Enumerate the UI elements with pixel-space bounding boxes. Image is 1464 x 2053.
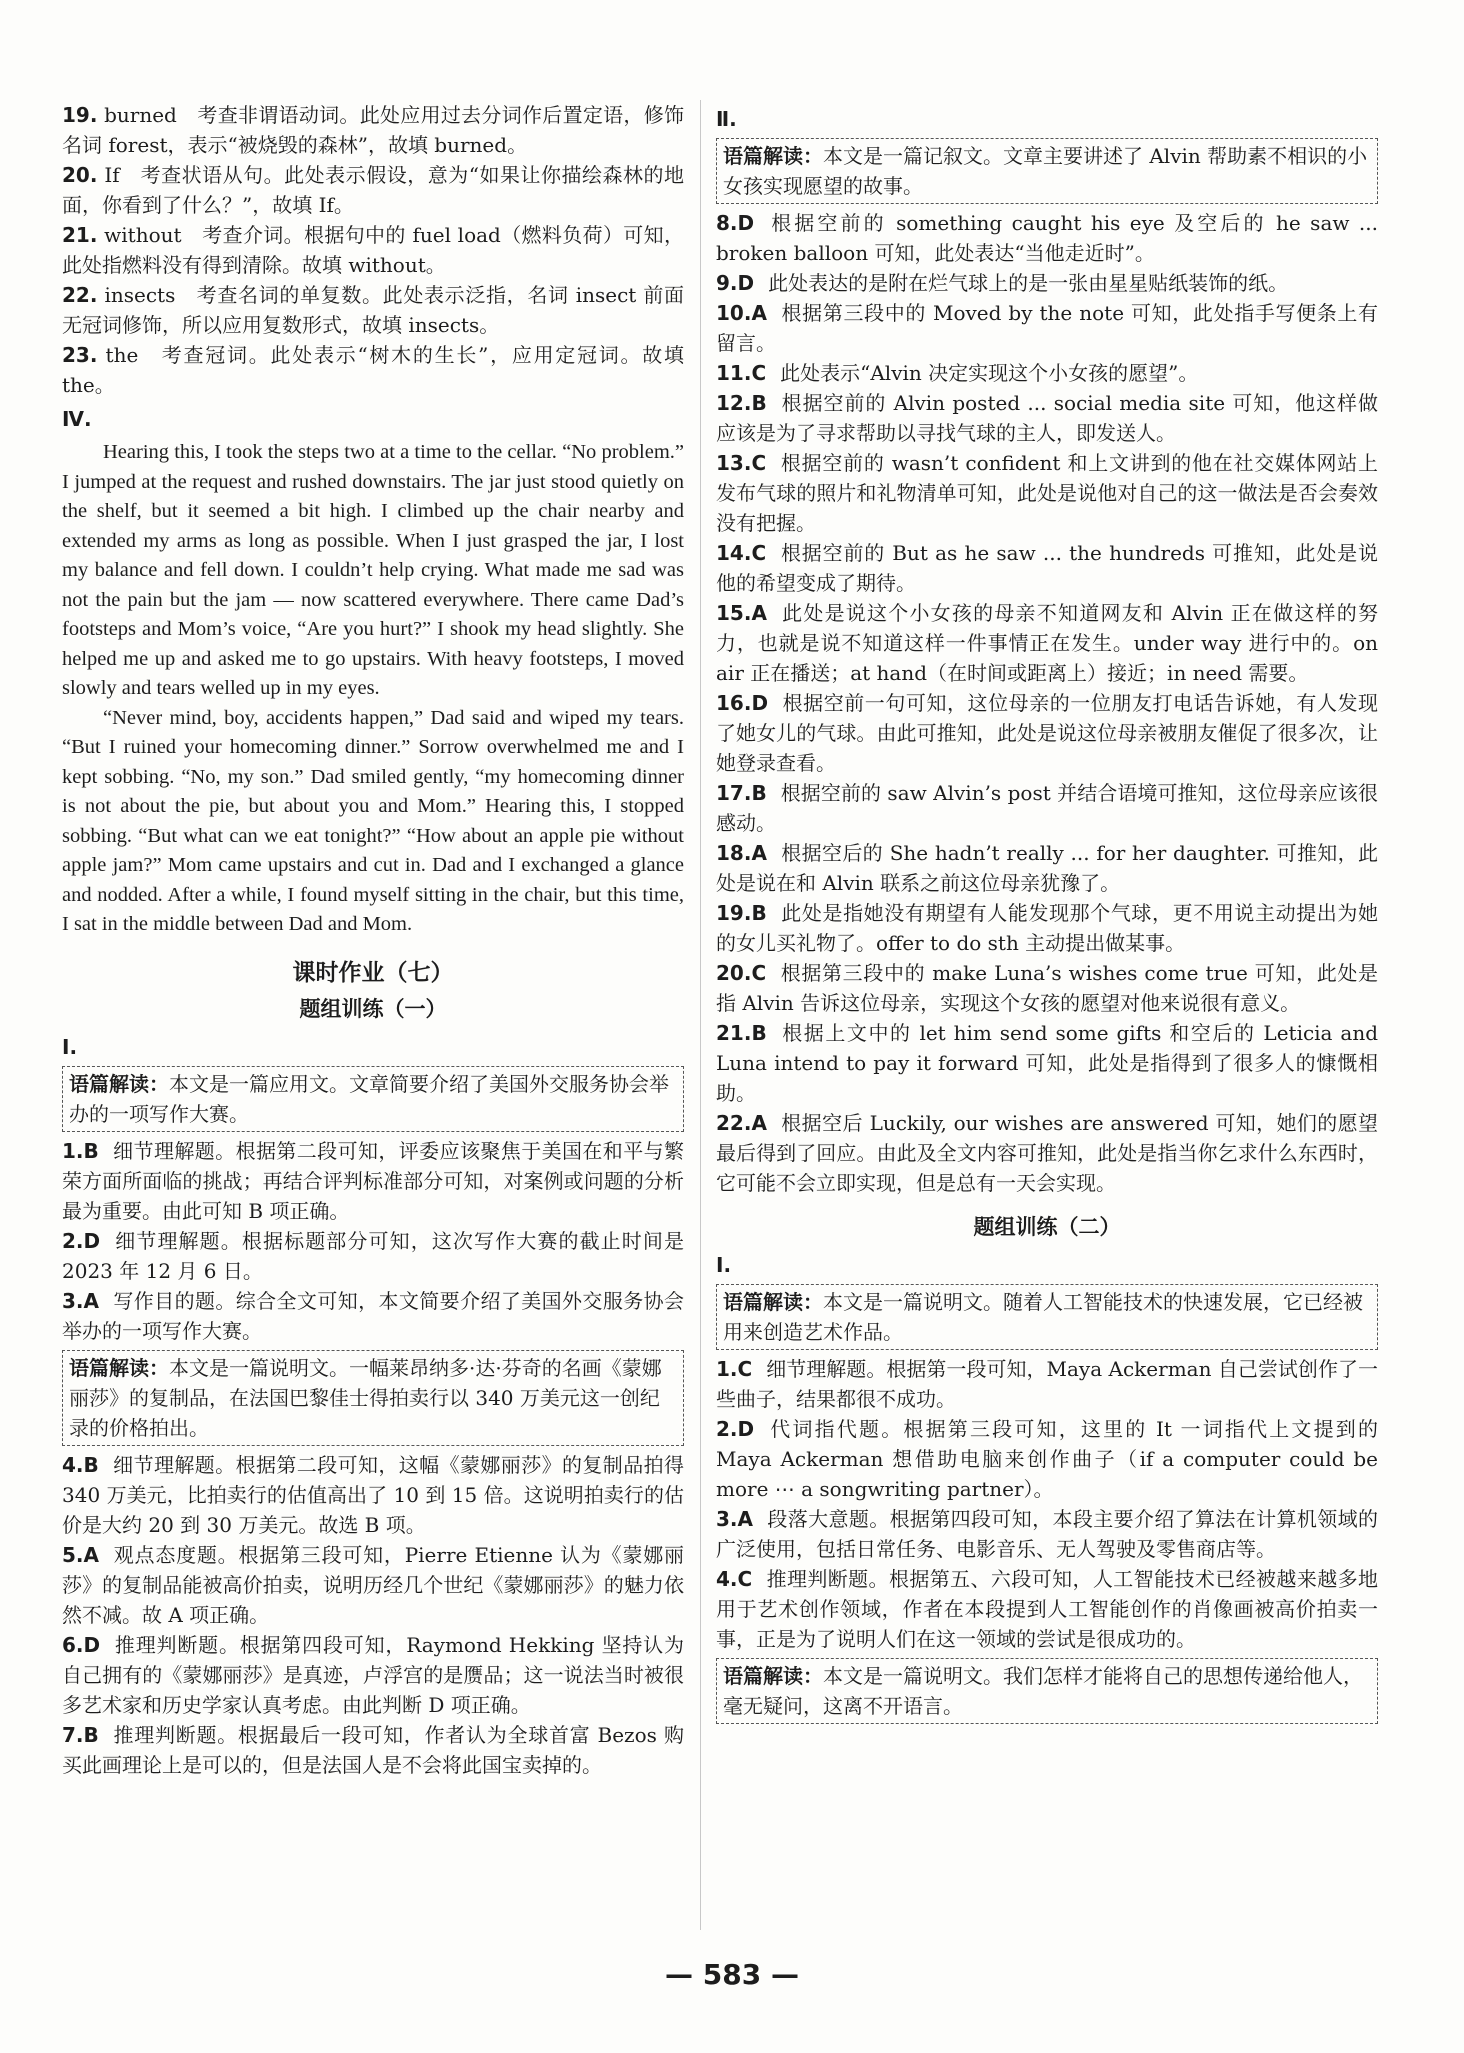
answer-item: 8.D 根据空前的 something caught his eye 及空后的 he saw ... broken balloon 可知，此处表达“当他走近时”。 — [716, 211, 1378, 265]
section-marker-ii: Ⅱ. — [716, 107, 737, 131]
answer-item: 19. burned 考查非谓语动词。此处应用过去分词作后置定语，修饰名词 forest，表示“被烧毁的森林”，故填 burned。 — [62, 103, 685, 157]
answer-item: 1.B 细节理解题。根据第二段可知，评委应该聚焦于美国在和平与繁荣方面所面临的挑战；再结合评判标准部分可知，对案例或问题的分析最为重要。由此可知 B 项正确。 — [62, 1138, 684, 1223]
answer-item: 13.C 根据空前的 wasn’t confident 和上文讲到的他在社交媒体网站上发布气球的照片和礼物清单可知，此处是说他对自己的这一做法是否会奏效没有把握。 — [716, 451, 1378, 535]
answer-item: 22. insects 考查名词的单复数。此处表示泛指，名词 insect 前面无冠词修饰，所以应用复数形式，故填 insects。 — [62, 283, 684, 337]
reading-note: 语篇解读：本文是一篇说明文。随着人工智能技术的快速发展，它已经被用来创造艺术作品。 — [716, 1284, 1378, 1350]
section-marker-iv: Ⅳ. — [62, 407, 92, 431]
reading-note: 语篇解读：本文是一篇说明文。我们怎样才能将自己的思想传递给他人，毫无疑问，这离不开语言。 — [716, 1658, 1378, 1724]
lesson-heading: 课时作业（七） — [292, 959, 454, 986]
answer-item: 19.B 此处是指她没有期望有人能发现那个气球，更不用说主动提出为她的女儿买礼物了。offer to do sth 主动提出做某事。 — [716, 901, 1378, 955]
group-heading: 题组训练（二） — [973, 1215, 1121, 1239]
answers-19-23 — [62, 100, 684, 400]
page-number: — 583 — — [665, 1958, 799, 1991]
essay-paragraph: Hearing this, I took the steps two at a time to the cellar. “No problem.” I jumped at the request and rushed downstairs. The jar just stood quietly on the shelf, but it seemed a bit high. I climbed up the chair nearby and extended my arms as long as possible. When I just grasped the jar, I lost my balance and fell down. I couldn’t help crying. What made me sad was not the pain but the jam — now scattered everywhere. There came Dad’s footsteps and Mom’s voice, “Are you hurt?” I shook my head slightly. She helped me up and asked me to go upstairs. With heavy footsteps, I moved slowly and tears welled up in my eyes. — [62, 441, 684, 699]
answer-item: 2.D 代词指代题。根据第三段可知，这里的 It 一词指代上文提到的 Maya Ackerman 想借助电脑来创作曲子（if a computer could be more ⋯ a songwriting partner）。 — [716, 1417, 1378, 1501]
answer-item: 22.A 根据空后 Luckily, our wishes are answered 可知，她们的愿望最后得到了回应。由此及全文内容可推知，此处是指当你乞求什么东西时，它可能不会立即实现，但是总有一天会实现。 — [716, 1111, 1378, 1195]
answer-item: 6.D 推理判断题。根据第四段可知，Raymond Hekking 坚持认为自己拥有的《蒙娜丽莎》是真迹，卢浮宫的是赝品；这一说法当时被很多艺术家和历史学家认真考虑。由此判断 D 项正确。 — [62, 1632, 684, 1717]
answer-item: 1.C 细节理解题。根据第一段可知，Maya Ackerman 自己尝试创作了一些曲子，结果都很不成功。 — [716, 1357, 1378, 1411]
answer-item: 14.C 根据空前的 But as he saw ... the hundreds 可推知，此处是说他的希望变成了期待。 — [716, 541, 1378, 595]
answer-item: 17.B 根据空前的 saw Alvin’s post 并结合语境可推知，这位母亲应该很感动。 — [716, 781, 1378, 835]
answer-item: 3.A 段落大意题。根据第四段可知，本段主要介绍了算法在计算机领域的广泛使用，包括日常任务、电影音乐、无人驾驶及零售商店等。 — [716, 1507, 1378, 1561]
answer-item: 16.D 根据空前一句可知，这位母亲的一位朋友打电话告诉她，有人发现了她女儿的气球。由此可推知，此处是说这位母亲被朋友催促了很多次，让她登录查看。 — [716, 691, 1378, 775]
reading-note: 语篇解读：本文是一篇记叙文。文章主要讲述了 Alvin 帮助素不相识的小女孩实现愿望的故事。 — [716, 138, 1378, 204]
answer-item: 5.A 观点态度题。根据第三段可知，Pierre Etienne 认为《蒙娜丽莎》的复制品能被高价拍卖，说明历经几个世纪《蒙娜丽莎》的魅力依然不减。故 A 项正确。 — [62, 1542, 684, 1627]
answer-item: 2.D 细节理解题。根据标题部分可知，这次写作大赛的截止时间是 2023 年 12 月 6 日。 — [62, 1228, 684, 1283]
answer-item: 4.C 推理判断题。根据第五、六段可知，人工智能技术已经被越来越多地用于艺术创作领域，作者在本段提到人工智能创作的肖像画被高价拍卖一事，正是为了说明人们在这一领域的尝试是很成功的。 — [716, 1567, 1378, 1651]
section-marker-i: Ⅰ. — [716, 1253, 732, 1277]
right-column — [716, 100, 1378, 1728]
answer-item: 21.B 根据上文中的 let him send some gifts 和空后的 Leticia and Luna intend to pay it forward 可知，此处是指得到了很多人的慷慨相助。 — [716, 1021, 1378, 1105]
answer-item: 20.C 根据第三段中的 make Luna’s wishes come true 可知，此处是指 Alvin 告诉这位母亲，实现这个女孩的愿望对他来说很有意义。 — [716, 961, 1378, 1015]
left-column — [62, 100, 684, 1780]
essay-paragraph: “Never mind, boy, accidents happen,” Dad said and wiped my tears. “But I ruined your homecoming dinner.” Sorrow overwhelmed me and I kept sobbing. “No, my son.” Dad smiled gently, “my homecoming dinner is not about the pie, but about you and Mom.” Hearing this, I stopped sobbing. “But what can we eat tonight?” “How about an apple pie without apple jam?” Mom came upstairs and cut in. Dad and I exchanged a glance and nodded. After a while, I found myself sitting in the chair, but this time, I sat in the middle between Dad and Mom. — [62, 706, 684, 935]
answer-item: 20. If 考查状语从句。此处表示假设，意为“如果让你描绘森林的地面，你看到了什么？”，故填 If。 — [62, 163, 685, 217]
column-divider — [700, 100, 701, 1930]
section-marker-i: Ⅰ. — [62, 1034, 78, 1059]
answer-item: 7.B 推理判断题。根据最后一段可知，作者认为全球首富 Bezos 购买此画理论上是可以的，但是法国人是不会将此国宝卖掉的。 — [62, 1722, 684, 1777]
answer-item: 9.D 此处表达的是附在烂气球上的是一张由星星贴纸装饰的纸。 — [716, 271, 1289, 295]
answer-item: 23. the 考查冠词。此处表示“树木的生长”，应用定冠词。故填 the。 — [62, 343, 685, 397]
answer-item: 3.A 写作目的题。综合全文可知，本文简要介绍了美国外交服务协会举办的一项写作大赛。 — [62, 1288, 684, 1343]
reading-note: 语篇解读：本文是一篇应用文。文章简要介绍了美国外交服务协会举办的一项写作大赛。 — [62, 1066, 684, 1132]
answer-item: 11.C 此处表示“Alvin 决定实现这个小女孩的愿望”。 — [716, 361, 1199, 385]
answer-item: 15.A 此处是说这个小女孩的母亲不知道网友和 Alvin 正在做这样的努力，也就是说不知道这样一件事情正在发生。under way 进行中的。on air 正在播送；at hand（在时间或距离上）接近；in need 需要。 — [716, 601, 1378, 685]
answer-item: 4.B 细节理解题。根据第二段可知，这幅《蒙娜丽莎》的复制品拍得 340 万美元，比拍卖行的估值高出了 10 到 15 倍。这说明拍卖行的估价是大约 20 到 30 万美元。故选 B 项。 — [62, 1452, 684, 1537]
answer-item: 21. without 考查介词。根据句中的 fuel load（燃料负荷）可知，此处指燃料没有得到清除。故填 without。 — [62, 223, 684, 277]
group-heading: 题组训练（一） — [299, 996, 447, 1021]
answer-item: 12.B 根据空前的 Alvin posted ... social media site 可知，他这样做应该是为了寻求帮助以寻找气球的主人，即发送人。 — [716, 391, 1378, 445]
answer-item: 10.A 根据第三段中的 Moved by the note 可知，此处指手写便条上有留言。 — [716, 301, 1378, 355]
answer-item: 18.A 根据空后的 She hadn’t really ... for her daughter. 可推知，此处是说在和 Alvin 联系之前这位母亲犹豫了。 — [716, 841, 1378, 895]
reading-note: 语篇解读：本文是一篇说明文。一幅莱昂纳多·达·芬奇的名画《蒙娜丽莎》的复制品，在法国巴黎佳士得拍卖行以 340 万美元这一创纪录的价格拍出。 — [62, 1350, 684, 1446]
